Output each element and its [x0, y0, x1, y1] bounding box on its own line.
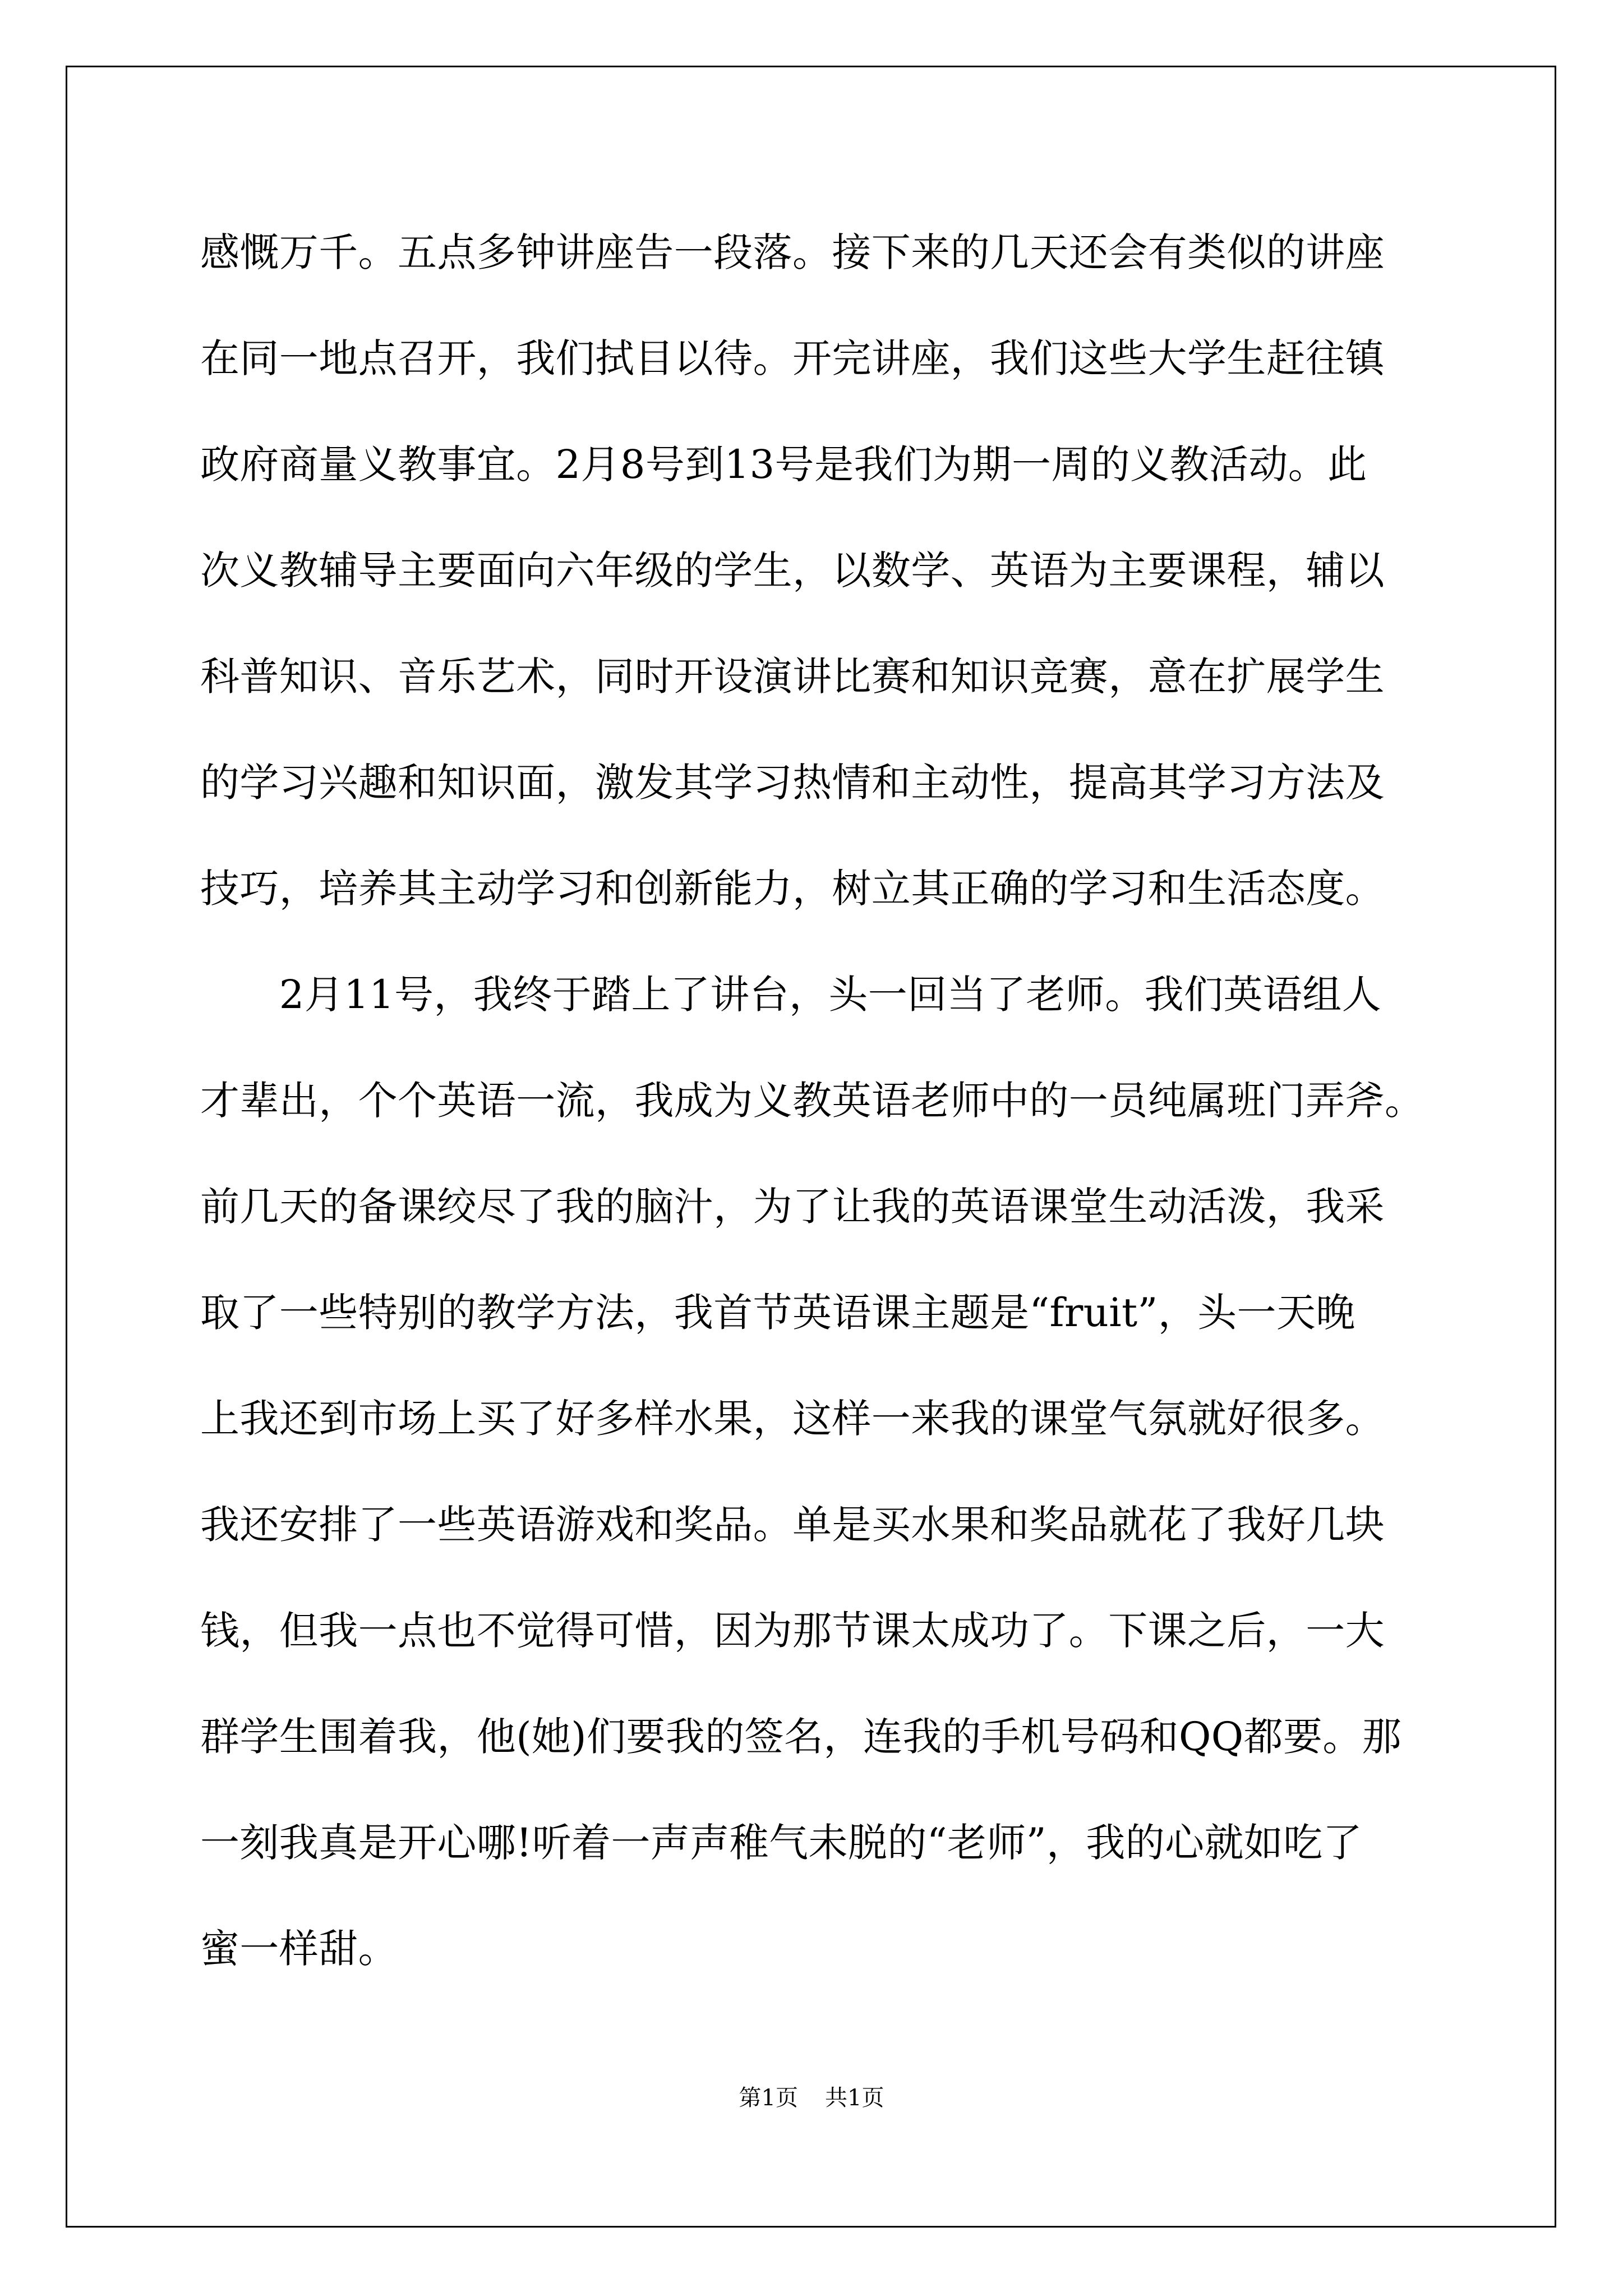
text-line: 在同一地点召开，我们拭目以待。开完讲座，我们这些大学生赶往镇 [200, 335, 1385, 381]
text-line: 技巧，培养其主动学习和创新能力，树立其正确的学习和生活态度。 [200, 866, 1385, 912]
text-line: 一刻我真是开心哪!听着一声声稚气未脱的“老师”，我的心就如吃了 [200, 1820, 1363, 1866]
text-line: 的学习兴趣和知识面，激发其学习热情和主动性，提高其学习方法及 [200, 760, 1385, 806]
text-line: 政府商量义教事宜。2月8号到13号是我们为期一周的义教活动。此 [200, 441, 1367, 487]
text-line: 我还安排了一些英语游戏和奖品。单是买水果和奖品就花了我好几块 [200, 1502, 1385, 1548]
text-line: 取了一些特别的教学方法，我首节英语课主题是“fruit”，头一天晚 [200, 1290, 1355, 1336]
text-line: 才辈出，个个英语一流，我成为义教英语老师中的一员纯属班门弄斧。 [200, 1078, 1424, 1124]
document-body [200, 219, 1423, 2021]
page-total: 共1页 [825, 2085, 884, 2111]
text-line: 群学生围着我，他(她)们要我的签名，连我的手机号码和QQ都要。那 [200, 1714, 1402, 1760]
page-number: 第1页 [739, 2085, 798, 2111]
text-line: 科普知识、音乐艺术，同时开设演讲比赛和知识竞赛，意在扩展学生 [200, 654, 1385, 700]
page-footer [0, 2081, 1623, 2115]
text-line: 感慨万千。五点多钟讲座告一段落。接下来的几天还会有类似的讲座 [200, 229, 1385, 275]
text-line: 蜜一样甜。 [200, 1926, 398, 1972]
text-line: 上我还到市场上买了好多样水果，这样一来我的课堂气氛就好很多。 [200, 1396, 1385, 1442]
text-line: 钱，但我一点也不觉得可惜，因为那节课太成功了。下课之后，一大 [200, 1608, 1385, 1654]
text-line: 次义教辅导主要面向六年级的学生，以数学、英语为主要课程，辅以 [200, 547, 1385, 593]
text-line: 前几天的备课绞尽了我的脑汁，为了让我的英语课堂生动活泼，我采 [200, 1184, 1385, 1230]
text-line: 2月11号，我终于踏上了讲台，头一回当了老师。我们英语组人 [200, 972, 1382, 1018]
